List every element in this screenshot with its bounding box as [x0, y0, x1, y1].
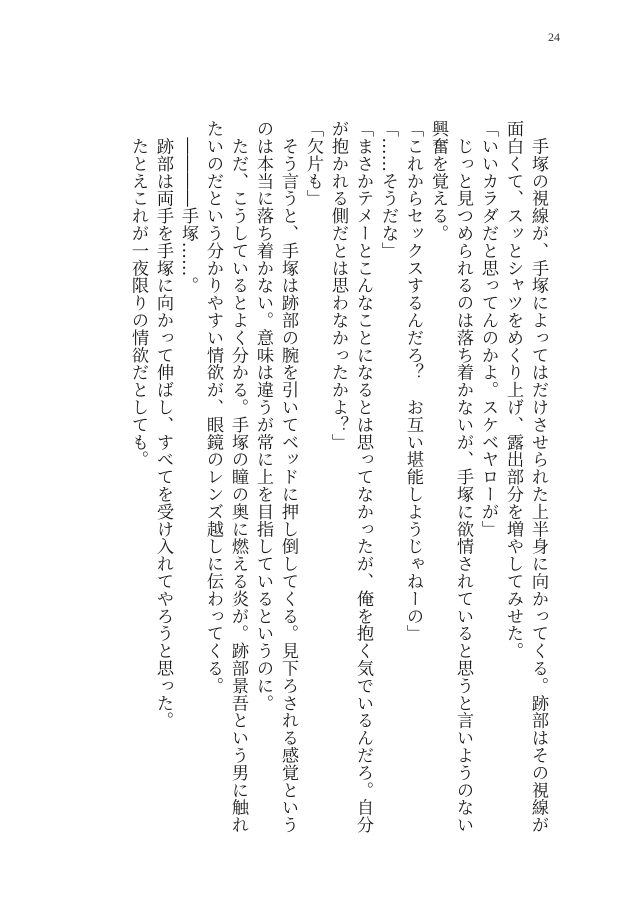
text-line: たいのだという分かりやすい情欲が、眼鏡のレンズ越しに伝わってくる。: [203, 120, 223, 695]
text-line: ただ、こうしているとよく分かる。手塚の瞳の奥に燃える炎が。跡部景吾という男に触れ: [228, 120, 248, 834]
text-line: 「これからセックスするんだろ？ お互い堪能しようじゃねーの」: [403, 120, 423, 642]
text-line: 面白くて、スッとシャツをめくり上げ、露出部分を増やしてみせた。: [503, 120, 523, 660]
text-line: たとえこれが一夜限りの情欲だとしても。: [128, 120, 148, 468]
text-line: そう言うと、手塚は跡部の腕を引いてベッドに押し倒してくる。見下ろされる感覚という: [278, 120, 298, 834]
text-line: 手塚の視線が、手塚によってはだけさせられた上半身に向かってくる。跡部はその視線が: [528, 120, 548, 834]
text-line: じっと見つめられるのは落ち着かないが、手塚に欲情されていると思うと言いようのない: [453, 120, 473, 834]
text-line: 「欠片も」: [303, 120, 323, 207]
text-line: 「いいカラダだと思ってんのかよ。スケベヤローが」: [478, 120, 498, 538]
text-line: 興奮を覚える。: [428, 120, 448, 242]
text-line: 「まさかテメーとこんなことになるとは思ってなかったが、俺を抱く気でいるんだろ。自分: [353, 120, 373, 834]
vertical-text-block: [125, 120, 550, 840]
page-number: 24: [548, 30, 560, 44]
text-line: ――――手塚……。: [178, 120, 198, 294]
text-line: 「……そうだな」: [378, 120, 398, 260]
text-line: 跡部は両手を手塚に向かって伸ばし、すべてを受け入れてやろうと思った。: [153, 120, 173, 729]
text-line: が抱かれる側だとは思わなかったかよ？」: [328, 120, 348, 451]
text-line: のは本当に落ち着かない。意味は違うが常に上を目指しているというのに。: [253, 120, 273, 712]
